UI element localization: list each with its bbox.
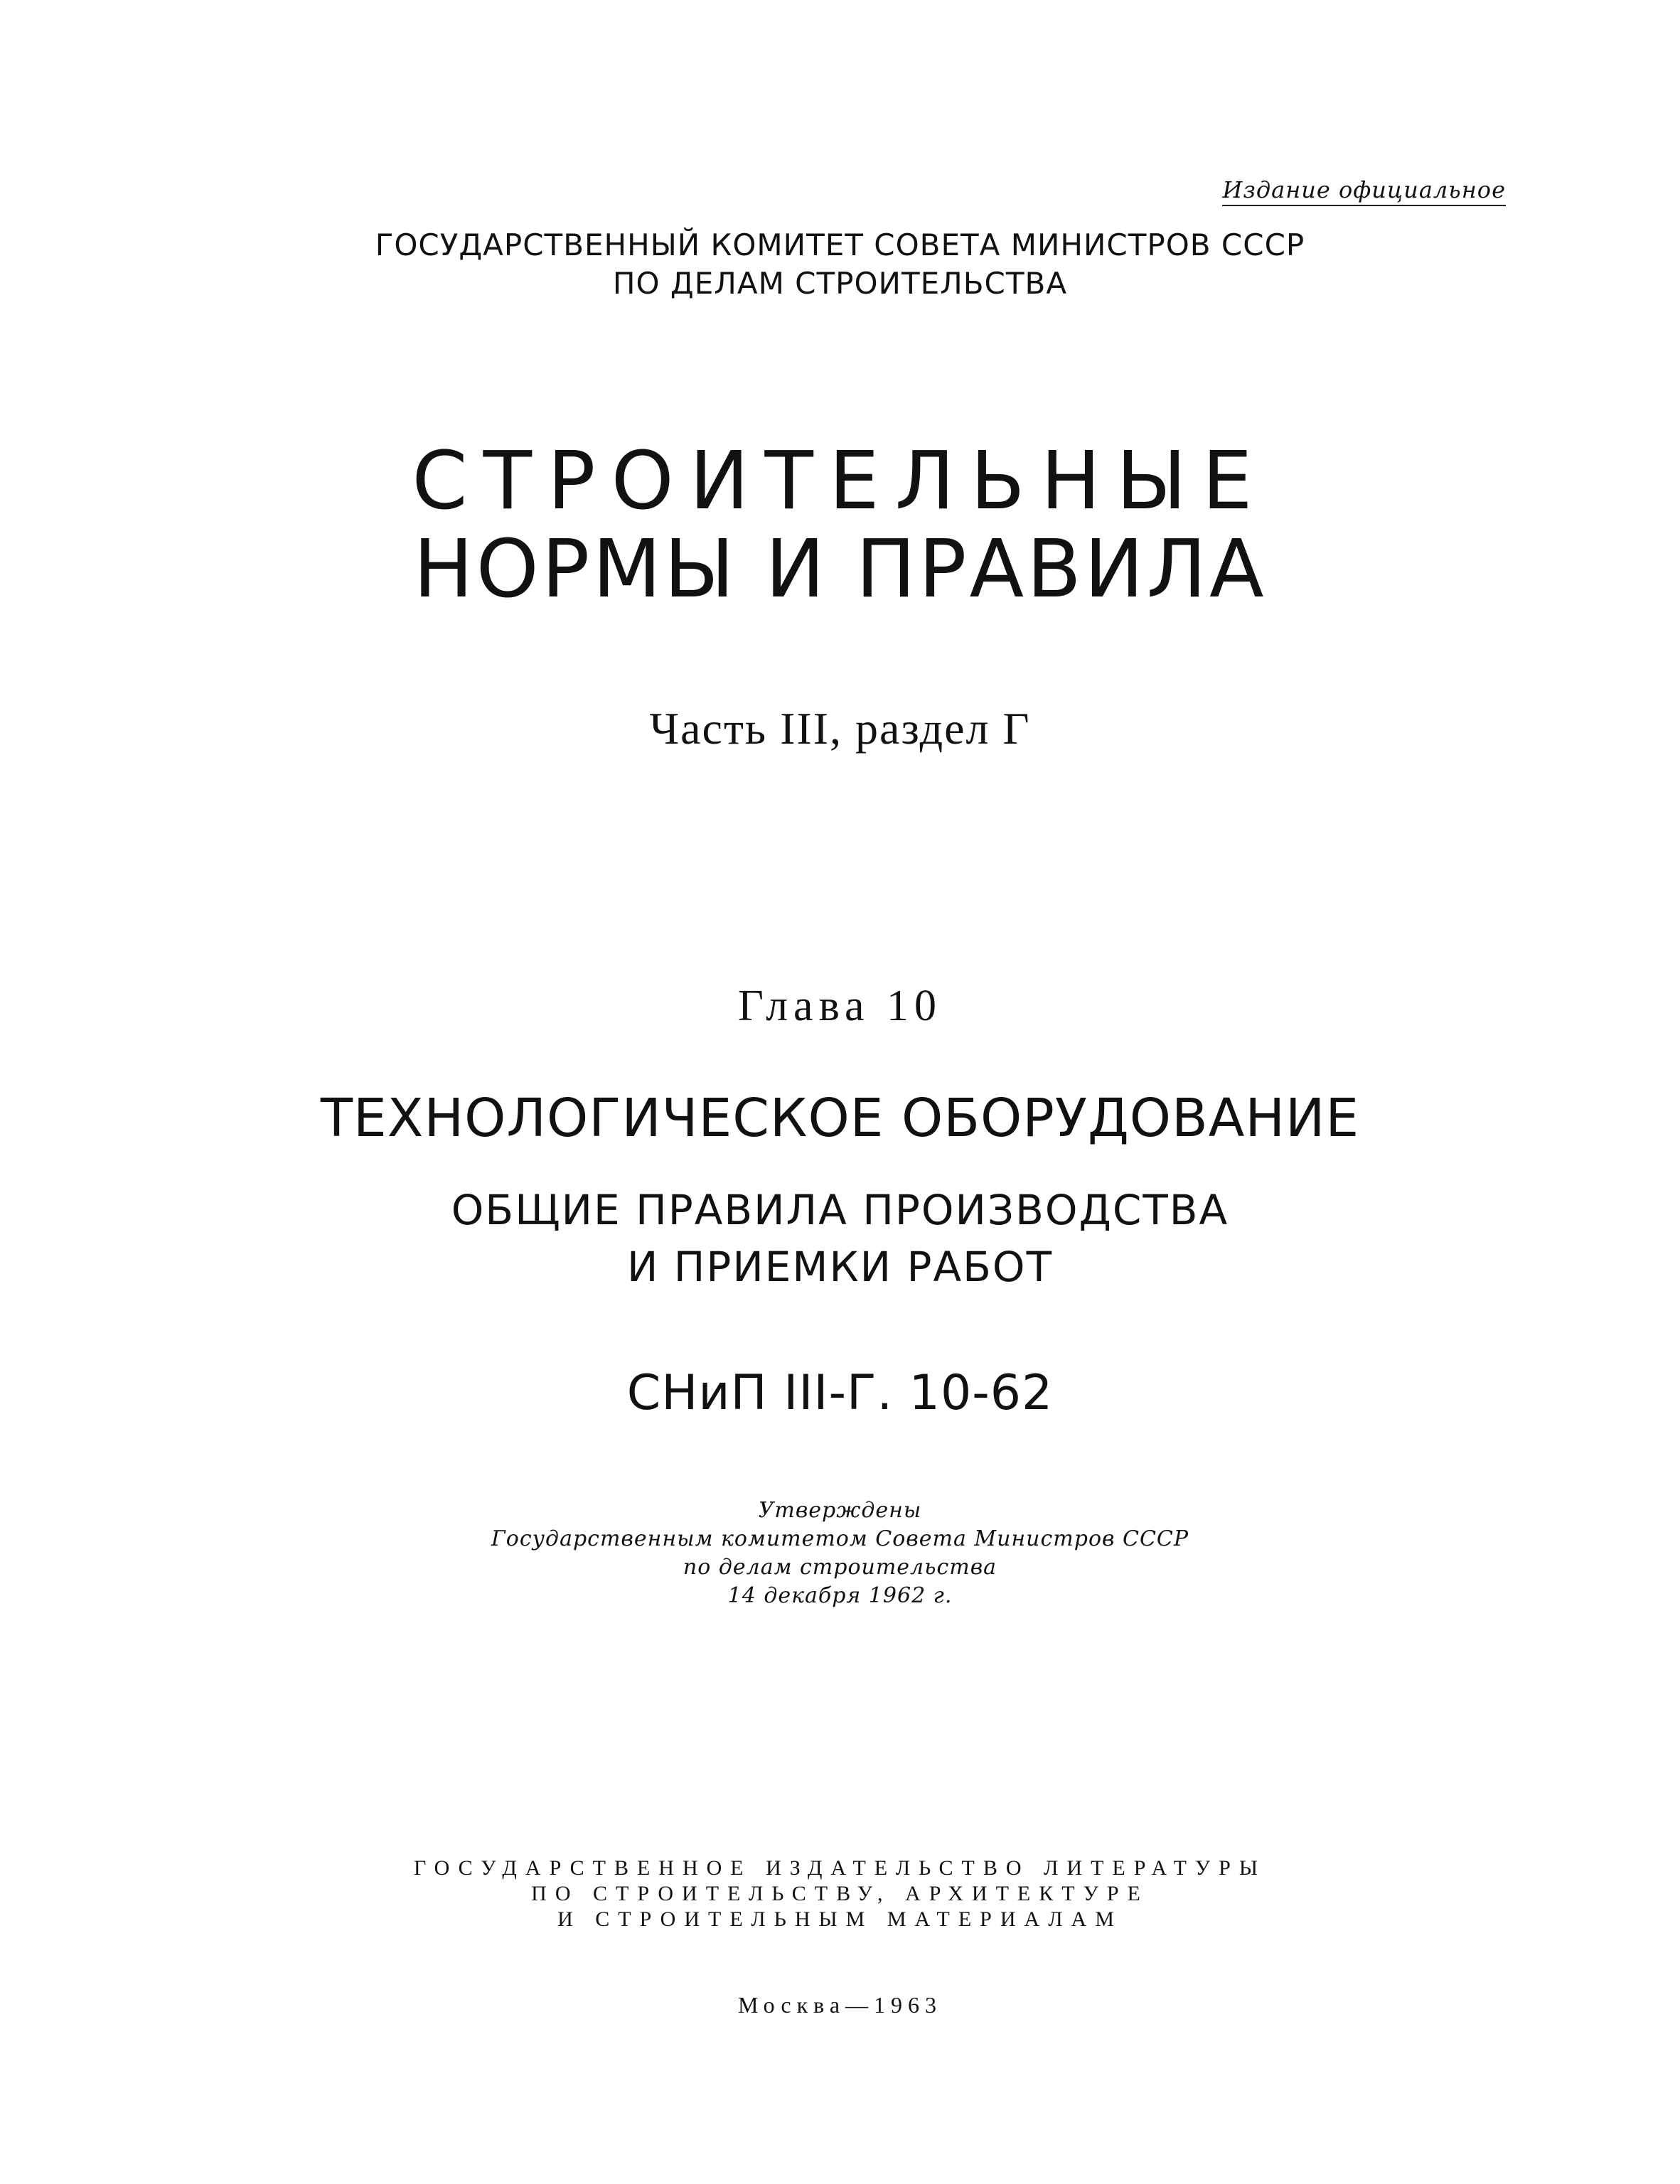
approval-line: по делам строительства xyxy=(683,1555,997,1580)
official-edition-note: Издание официальное xyxy=(1222,176,1506,206)
main-title-line1: СТРОИТЕЛЬНЫЕ xyxy=(412,435,1268,528)
imprint-city-year: Москва—1963 xyxy=(737,1992,943,2018)
committee-line: ГОСУДАРСТВЕННЫЙ КОМИТЕТ СОВЕТА МИНИСТРОВ СССР xyxy=(375,228,1305,262)
approval-line: Утверждены xyxy=(758,1498,922,1523)
approval-line: 14 декабря 1962 г. xyxy=(727,1583,953,1608)
committee-line: ПО ДЕЛАМ СТРОИТЕЛЬСТВА xyxy=(612,266,1068,301)
publisher-line: И СТРОИТЕЛЬНЫМ МАТЕРИАЛАМ xyxy=(557,1907,1123,1931)
subtitle-line: И ПРИЕМКИ РАБОТ xyxy=(626,1243,1053,1291)
part-section: Часть III, раздел Г xyxy=(649,703,1031,754)
main-title xyxy=(0,437,1680,614)
approval-note xyxy=(0,1497,1680,1610)
publisher-line: ГОСУДАРСТВЕННОЕ ИЗДАТЕЛЬСТВО ЛИТЕРАТУРЫ xyxy=(413,1856,1266,1880)
approval-line: Государственным комитетом Совета Министров СССР xyxy=(491,1526,1189,1551)
publisher-block xyxy=(0,1856,1680,1932)
subtitle-line: ОБЩИЕ ПРАВИЛА ПРОИЗВОДСТВА xyxy=(451,1186,1229,1234)
committee-heading xyxy=(0,226,1680,303)
publisher-line: ПО СТРОИТЕЛЬСТВУ, АРХИТЕКТУРЕ xyxy=(531,1882,1149,1905)
chapter-label: Глава 10 xyxy=(737,982,943,1030)
main-title-line2: НОРМЫ И ПРАВИЛА xyxy=(413,523,1267,616)
document-code: СНиП III-Г. 10-62 xyxy=(626,1365,1054,1421)
chapter-subject: ТЕХНОЛОГИЧЕСКОЕ ОБОРУДОВАНИЕ xyxy=(320,1088,1360,1149)
chapter-subtitle xyxy=(0,1182,1680,1295)
